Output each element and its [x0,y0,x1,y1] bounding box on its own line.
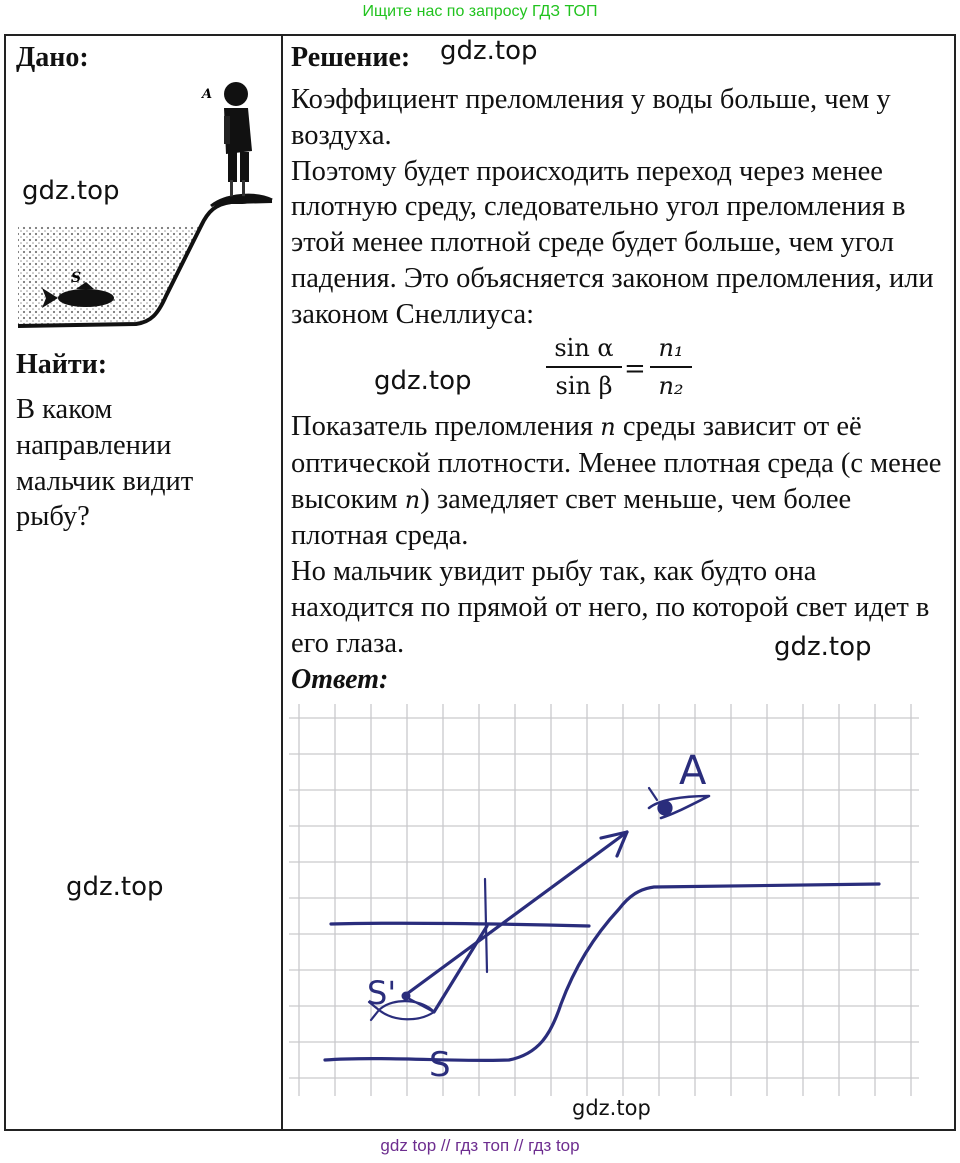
grid-paper [289,704,919,1096]
formula-equals: = [624,354,646,384]
formula-denominator-left: sin β [555,372,613,400]
watermark: gdz.top [440,36,538,66]
paragraph-2: Поэтому будет происходить переход через менее плотную среду, следовательно угол преломления в этой менее плотной среде будет больше, чем угол падения. Это объясняется законом преломления, или законом Снеллиуса: [291,155,934,330]
paragraph-3 [291,409,946,554]
solution-table [4,34,956,1131]
formula-numerator-left: sin α [554,334,614,362]
formula-denominator-right: n₂ [658,372,684,400]
answer-heading: Ответ: [291,664,389,695]
label-S: S [71,270,82,286]
sketch-label-A: A [679,748,707,794]
top-banner [0,0,960,26]
image-point [402,992,411,1001]
question-text: В каком направлении мальчик видит рыбу? [16,394,194,533]
sketch-ink [325,788,879,1060]
boy-figure [223,82,255,204]
shore-line [325,884,879,1060]
p3-var-n2: n [404,485,421,514]
p3-part-c: ) замедляет свет меньше, чем более плотная среда. [291,483,852,552]
watermark: gdz.top [66,872,164,902]
fraction-indices [650,334,692,400]
column-divider [281,36,283,1129]
paragraph-1: Коэффициент преломления у воды больше, чем у воздуха. [291,84,891,151]
pupil [659,802,671,814]
p3-part-a: Показатель преломления [291,411,601,442]
sketch-label-S: S [429,1045,451,1085]
search-link[interactable]: Ищите нас по запросу ГДЗ ТОП [362,3,598,20]
watermark: gdz.top [774,632,872,662]
watermark: gdz.top [374,366,472,396]
formula-numerator-right: n₁ [658,334,684,362]
p3-part-b: среды зависит от её оптической плотности. Менее плотная среда (с менее высоким [291,411,942,515]
given-heading: Дано: [16,42,89,73]
bottom-banner: gdz top // гдз топ // гдз top [380,1136,580,1155]
watermark: gdz.top [22,176,120,206]
solution-heading: Решение: [291,42,411,73]
watermark: gdz.top [572,1096,651,1120]
find-heading: Найти: [16,349,108,380]
label-A: A [202,87,213,102]
solution-body [291,82,946,333]
answer-sketch [289,704,919,1096]
solution-body-2 [291,409,946,662]
paragraph-4: Но мальчик увидит рыбу так, как будто она находится по прямой от него, по которой свет идет в его глаза. [291,556,930,659]
fraction-sines [546,334,622,400]
water-surface-line [331,923,589,926]
p3-var-n: n [600,413,616,441]
sketch-label-S-prime: S' [367,974,397,1012]
